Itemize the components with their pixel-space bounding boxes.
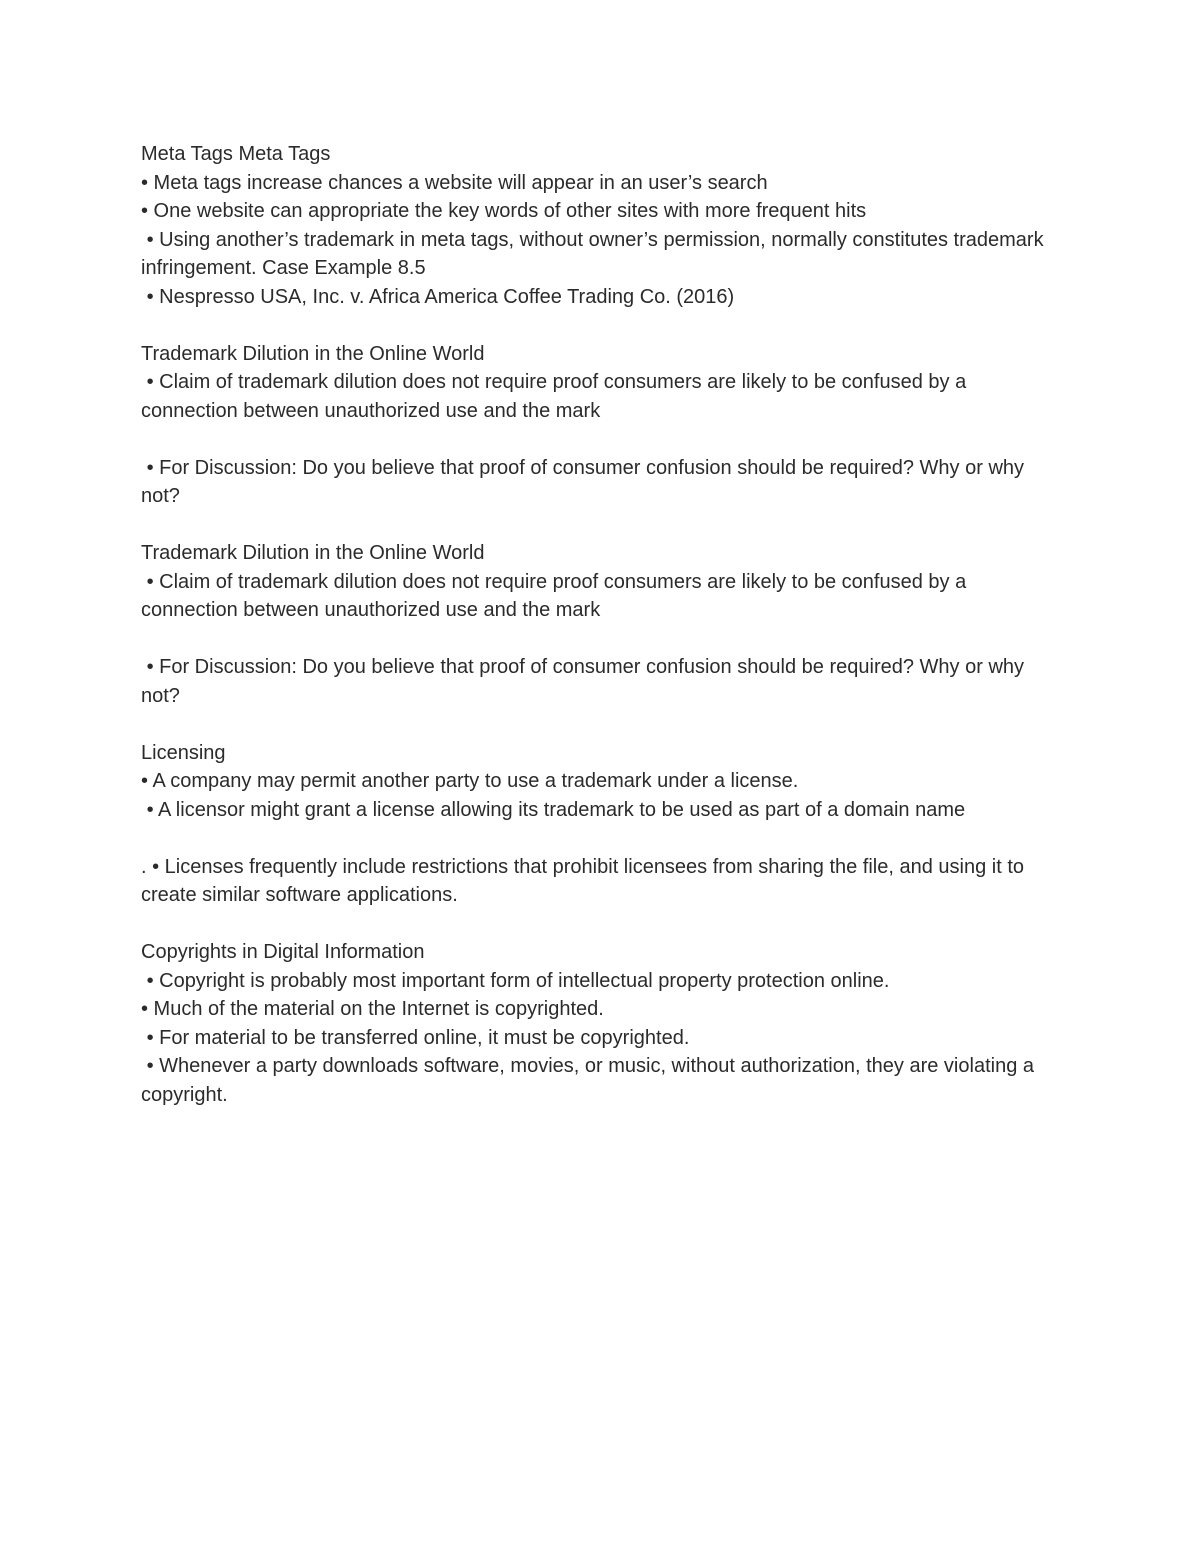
section-heading-trademark-dilution: Trademark Dilution in the Online World: [141, 342, 485, 365]
bullet-item: • A licensor might grant a license allowing its trademark to be used as part of a domain name: [141, 798, 966, 821]
paragraph-gap: [141, 625, 1066, 654]
bullet-item: • Claim of trademark dilution does not require proof consumers are likely to be confused by a connection between unauthorized use and the mark: [141, 371, 972, 422]
bullet-item: • For Discussion: Do you believe that proof of consumer confusion should be required? Why or why not?: [141, 456, 1030, 507]
bullet-item: • One website can appropriate the key words of other sites with more frequent hits: [141, 200, 867, 222]
paragraph-gap: [141, 710, 1066, 739]
bullet-item: • Nespresso USA, Inc. v. Africa America Coffee Trading Co. (2016): [141, 285, 735, 308]
bullet-item: • Copyright is probably most important form of intellectual property protection online.: [141, 969, 890, 992]
bullet-item: • Much of the material on the Internet is copyrighted.: [141, 998, 604, 1020]
paragraph-gap: [141, 910, 1066, 939]
bullet-item: • Whenever a party downloads software, movies, or music, without authorization, they are violating a copyright.: [141, 1055, 1040, 1106]
paragraph-gap: [141, 511, 1066, 540]
bullet-item: • A company may permit another party to use a trademark under a license.: [141, 770, 799, 792]
section-heading-trademark-dilution-repeat: Trademark Dilution in the Online World: [141, 542, 485, 564]
bullet-item: • Meta tags increase chances a website will appear in an user’s search: [141, 171, 768, 194]
bullet-item: • Using another’s trademark in meta tags, without owner’s permission, normally constitutes trademark infringement. Case Example 8.5: [141, 228, 1050, 279]
section-heading-meta-tags: Meta Tags Meta Tags: [141, 143, 331, 165]
bullet-item: • For material to be transferred online, it must be copyrighted.: [141, 1026, 690, 1049]
bullet-item: . • Licenses frequently include restrictions that prohibit licensees from sharing the file, and using it to create similar software applications.: [141, 855, 1030, 906]
paragraph-gap: [141, 824, 1066, 853]
bullet-item: • Claim of trademark dilution does not require proof consumers are likely to be confused by a connection between unauthorized use and the mark: [141, 570, 972, 621]
paragraph-gap: [141, 425, 1066, 454]
document-body: [141, 140, 1066, 1109]
bullet-item: • For Discussion: Do you believe that proof of consumer confusion should be required? Why or why not?: [141, 656, 1030, 707]
paragraph-gap: [141, 311, 1066, 340]
section-heading-copyrights: Copyrights in Digital Information: [141, 941, 425, 963]
section-heading-licensing: Licensing: [141, 741, 226, 764]
